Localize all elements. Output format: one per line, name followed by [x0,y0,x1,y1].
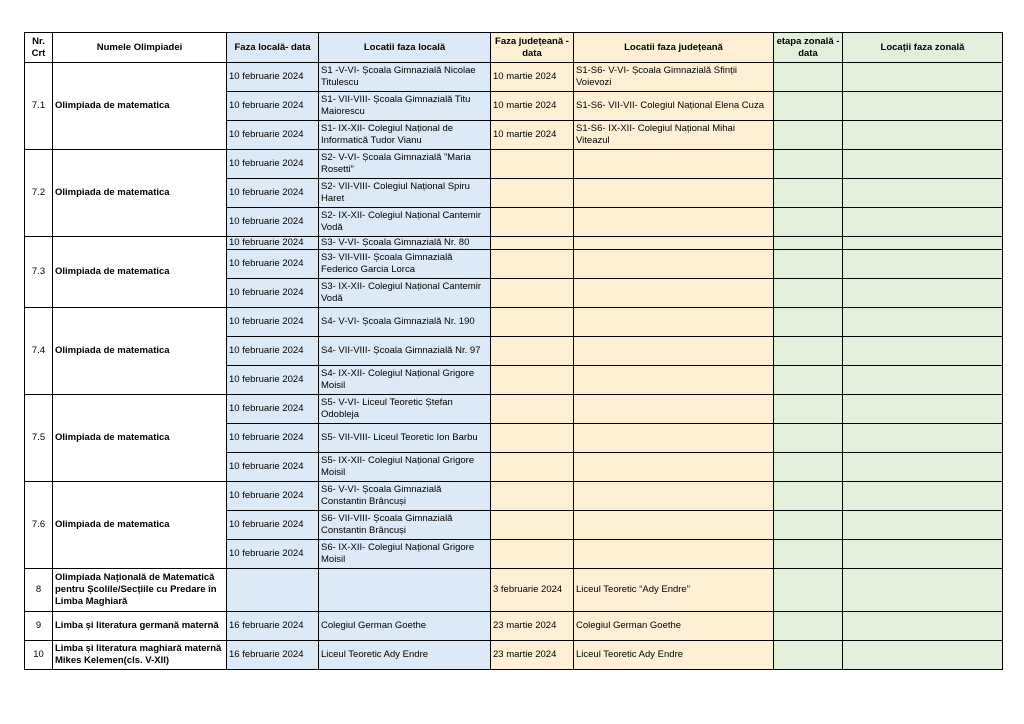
local-location-cell: S6- VII-VIII- Școala Gimnazială Constantin Brâncuși [319,511,491,540]
row-number: 7.2 [25,150,53,237]
county-location-cell [574,208,774,237]
county-location-cell [574,250,774,279]
local-date-cell: 16 februarie 2024 [227,641,319,670]
zonal-location-cell [843,179,1003,208]
zonal-date-cell [774,150,843,179]
local-location-cell: S4- IX-XII- Colegiul Național Grigore Moisil [319,366,491,395]
zonal-location-cell [843,63,1003,92]
local-date-cell: 16 februarie 2024 [227,612,319,641]
zonal-location-cell [843,308,1003,337]
zonal-location-cell [843,612,1003,641]
row-number: 7.3 [25,237,53,308]
county-location-cell [574,395,774,424]
local-date-cell: 10 februarie 2024 [227,237,319,250]
county-date-cell: 23 martie 2024 [491,612,574,641]
olympiad-name: Olimpiada de matematica [53,63,227,150]
header-county-location: Locatii faza județeană [574,33,774,63]
local-date-cell: 10 februarie 2024 [227,63,319,92]
table-body [25,63,1003,670]
local-date-cell: 10 februarie 2024 [227,424,319,453]
zonal-date-cell [774,337,843,366]
county-date-cell: 3 februarie 2024 [491,569,574,612]
county-date-cell: 10 martie 2024 [491,92,574,121]
county-date-cell [491,337,574,366]
zonal-date-cell [774,366,843,395]
header-local-date: Faza locală- data [227,33,319,63]
county-date-cell [491,424,574,453]
zonal-date-cell [774,92,843,121]
county-location-cell [574,279,774,308]
county-location-cell [574,424,774,453]
olympiad-name: Olimpiada de matematica [53,482,227,569]
county-location-cell [574,453,774,482]
table-row [25,237,1003,250]
olympiad-table [24,32,1003,670]
county-location-cell: S1-S6- IX-XII- Colegiul Național Mihai Viteazul [574,121,774,150]
local-location-cell: S4- VII-VIII- Școala Gimnazială Nr. 97 [319,337,491,366]
county-location-cell: Liceul Teoretic Ady Endre [574,641,774,670]
local-location-cell: S3- V-VI- Școala Gimnazială Nr. 80 [319,237,491,250]
local-date-cell: 10 februarie 2024 [227,308,319,337]
table-row [25,308,1003,337]
local-date-cell [227,569,319,612]
olympiad-name: Limba și literatura germană maternă [53,612,227,641]
county-date-cell [491,540,574,569]
county-location-cell [574,308,774,337]
county-date-cell [491,511,574,540]
county-date-cell [491,150,574,179]
zonal-location-cell [843,511,1003,540]
county-date-cell: 23 martie 2024 [491,641,574,670]
header-county-date: Faza județeană - data [491,33,574,63]
header-nr: Nr. Crt [25,33,53,63]
county-date-cell [491,237,574,250]
row-number: 8 [25,569,53,612]
zonal-location-cell [843,395,1003,424]
county-location-cell [574,366,774,395]
header-local-location: Locatii faza locală [319,33,491,63]
table-row [25,63,1003,92]
county-location-cell [574,150,774,179]
county-date-cell [491,208,574,237]
local-date-cell: 10 februarie 2024 [227,482,319,511]
olympiad-name: Limba și literatura maghiară maternă Mikes Kelemen(cls. V-XII) [53,641,227,670]
zonal-location-cell [843,337,1003,366]
olympiad-name: Olimpiada de matematica [53,237,227,308]
row-number: 7.5 [25,395,53,482]
local-location-cell: S1 -V-VI- Școala Gimnazială Nicolae Titulescu [319,63,491,92]
county-date-cell [491,366,574,395]
row-number: 7.4 [25,308,53,395]
zonal-date-cell [774,641,843,670]
county-location-cell: S1-S6- VII-VII- Colegiul Național Elena Cuza [574,92,774,121]
zonal-date-cell [774,395,843,424]
county-location-cell [574,482,774,511]
zonal-location-cell [843,569,1003,612]
table-row [25,612,1003,641]
zonal-date-cell [774,453,843,482]
zonal-date-cell [774,63,843,92]
local-location-cell: S4- V-VI- Școala Gimnazială Nr. 190 [319,308,491,337]
zonal-location-cell [843,250,1003,279]
county-date-cell [491,179,574,208]
table-row [25,395,1003,424]
local-location-cell: S2- IX-XII- Colegiul Național Cantemir Vodă [319,208,491,237]
local-location-cell: Colegiul German Goethe [319,612,491,641]
county-location-cell [574,237,774,250]
local-date-cell: 10 februarie 2024 [227,208,319,237]
zonal-date-cell [774,179,843,208]
county-location-cell [574,337,774,366]
local-date-cell: 10 februarie 2024 [227,179,319,208]
local-location-cell: S1- IX-XII- Colegiul Național de Informatică Tudor Vianu [319,121,491,150]
local-location-cell: S2- V-VI- Școala Gimnazială ”Maria Rosetti” [319,150,491,179]
zonal-date-cell [774,121,843,150]
zonal-location-cell [843,150,1003,179]
zonal-location-cell [843,121,1003,150]
zonal-date-cell [774,308,843,337]
local-date-cell: 10 februarie 2024 [227,121,319,150]
zonal-location-cell [843,641,1003,670]
header-zonal-date: etapa zonală - data [774,33,843,63]
header-row [25,33,1003,63]
local-date-cell: 10 februarie 2024 [227,511,319,540]
county-location-cell [574,511,774,540]
zonal-location-cell [843,366,1003,395]
county-location-cell: S1-S6- V-VI- Școala Gimnazială Sfinții Voievozi [574,63,774,92]
local-location-cell [319,569,491,612]
local-date-cell: 10 februarie 2024 [227,540,319,569]
zonal-date-cell [774,569,843,612]
table-row [25,150,1003,179]
county-date-cell [491,308,574,337]
local-date-cell: 10 februarie 2024 [227,453,319,482]
county-location-cell [574,179,774,208]
county-date-cell [491,395,574,424]
zonal-date-cell [774,250,843,279]
olympiad-name: Olimpiada de matematica [53,150,227,237]
zonal-date-cell [774,511,843,540]
zonal-location-cell [843,482,1003,511]
local-location-cell: S5- VII-VIII- Liceul Teoretic Ion Barbu [319,424,491,453]
header-name: Numele Olimpiadei [53,33,227,63]
zonal-date-cell [774,208,843,237]
olympiad-name: Olimpiada de matematica [53,395,227,482]
olympiad-name: Olimpiada de matematica [53,308,227,395]
row-number: 9 [25,612,53,641]
county-location-cell [574,540,774,569]
county-date-cell [491,453,574,482]
local-date-cell: 10 februarie 2024 [227,279,319,308]
county-date-cell: 10 martie 2024 [491,121,574,150]
table-row [25,641,1003,670]
row-number: 7.6 [25,482,53,569]
county-date-cell [491,250,574,279]
local-location-cell: Liceul Teoretic Ady Endre [319,641,491,670]
header-zonal-location: Locații faza zonală [843,33,1003,63]
zonal-location-cell [843,424,1003,453]
local-location-cell: S3- IX-XII- Colegiul Național Cantemir Vodă [319,279,491,308]
row-number: 7.1 [25,63,53,150]
local-location-cell: S5- V-VI- Liceul Teoretic Ștefan Odobleja [319,395,491,424]
zonal-location-cell [843,279,1003,308]
county-date-cell [491,279,574,308]
local-location-cell: S6- V-VI- Școala Gimnazială Constantin Brâncuși [319,482,491,511]
zonal-location-cell [843,540,1003,569]
local-date-cell: 10 februarie 2024 [227,250,319,279]
local-location-cell: S5- IX-XII- Colegiul Național Grigore Moisil [319,453,491,482]
county-date-cell: 10 martie 2024 [491,63,574,92]
local-location-cell: S1- VII-VIII- Școala Gimnazială Titu Maiorescu [319,92,491,121]
zonal-location-cell [843,208,1003,237]
local-location-cell: S2- VII-VIII- Colegiul Național Spiru Haret [319,179,491,208]
local-location-cell: S3- VII-VIII- Școala Gimnazială Federico Garcia Lorca [319,250,491,279]
table-row [25,482,1003,511]
zonal-date-cell [774,612,843,641]
zonal-date-cell [774,279,843,308]
zonal-location-cell [843,92,1003,121]
zonal-date-cell [774,424,843,453]
county-location-cell: Liceul Teoretic “Ady Endre” [574,569,774,612]
zonal-location-cell [843,453,1003,482]
local-location-cell: S6- IX-XII- Colegiul Național Grigore Moisil [319,540,491,569]
local-date-cell: 10 februarie 2024 [227,366,319,395]
county-location-cell: Colegiul German Goethe [574,612,774,641]
local-date-cell: 10 februarie 2024 [227,150,319,179]
zonal-location-cell [843,237,1003,250]
zonal-date-cell [774,237,843,250]
local-date-cell: 10 februarie 2024 [227,337,319,366]
olympiad-name: Olimpiada Națională de Matematică pentru Școlile/Secțiile cu Predare în Limba Maghiară [53,569,227,612]
table-row [25,569,1003,612]
zonal-date-cell [774,482,843,511]
local-date-cell: 10 februarie 2024 [227,92,319,121]
row-number: 10 [25,641,53,670]
local-date-cell: 10 februarie 2024 [227,395,319,424]
zonal-date-cell [774,540,843,569]
county-date-cell [491,482,574,511]
